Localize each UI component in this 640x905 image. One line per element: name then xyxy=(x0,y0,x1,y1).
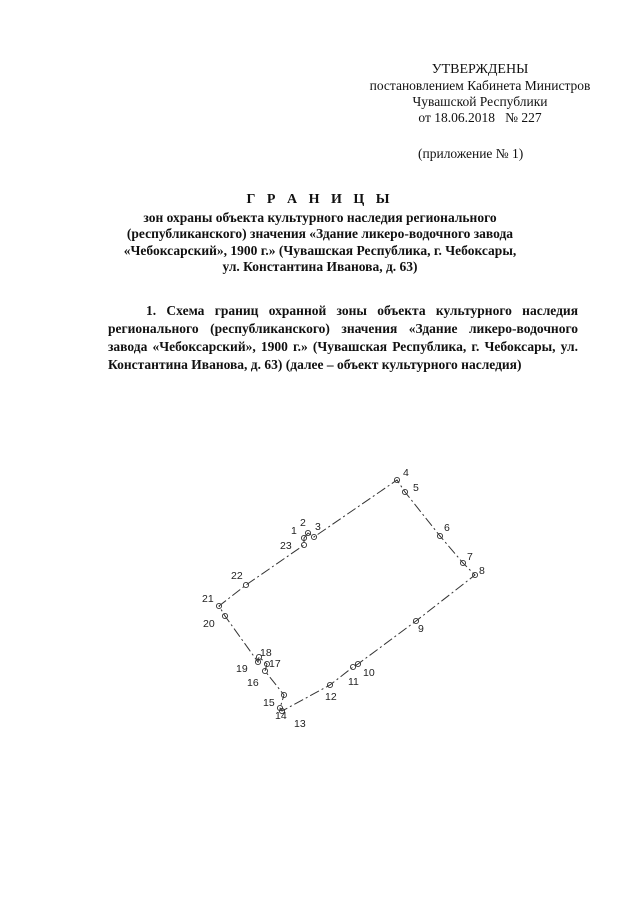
approval-issuer: постановлением Кабинета Министров xyxy=(369,78,591,93)
title-line-4: ул. Константина Иванова, д. 63) xyxy=(222,259,418,274)
title-line-2: (республиканского) значения «Здание ликеро-водочного завода xyxy=(126,226,514,241)
boundary-point-label-14: 14 xyxy=(275,710,287,722)
boundary-point-label-1: 1 xyxy=(291,525,297,537)
boundary-point-label-18: 18 xyxy=(260,647,272,659)
appendix-note: (приложение № 1) xyxy=(418,146,524,161)
boundary-point-label-22: 22 xyxy=(231,570,243,582)
boundary-point-label-13: 13 xyxy=(294,718,306,730)
scheme-description: 1. Схема границ охранной зоны объекта культурного наследия регионального (республиканского) значения «Здание ликеро-водочного завода «Чебоксарский», 1900 г.» (Чувашская Республика, г. Чебоксары, ул. Константина Иванова, д. 63) (далее – объект культурного наследия) xyxy=(108,303,578,372)
title-line-1: зон охраны объекта культурного наследия регионального xyxy=(143,209,497,225)
boundary-point-label-16: 16 xyxy=(247,677,259,689)
boundary-point-label-15: 15 xyxy=(263,697,275,709)
boundary-point-label-20: 20 xyxy=(203,618,215,630)
boundary-point-11 xyxy=(350,664,355,669)
boundary-point-22 xyxy=(243,582,248,587)
boundary-point-label-21: 21 xyxy=(202,593,214,605)
boundary-point-23 xyxy=(301,542,306,547)
boundary-point-label-9: 9 xyxy=(418,623,424,635)
boundary-point-label-7: 7 xyxy=(467,551,473,563)
boundary-point-label-10: 10 xyxy=(363,667,375,679)
boundary-point-label-23: 23 xyxy=(280,540,292,552)
boundary-point-label-2: 2 xyxy=(300,517,306,529)
boundary-point-label-3: 3 xyxy=(315,521,321,533)
boundary-point-label-5: 5 xyxy=(413,482,419,494)
boundary-point-label-19: 19 xyxy=(236,663,248,675)
boundary-point-label-8: 8 xyxy=(479,565,485,577)
boundary-point-label-6: 6 xyxy=(444,522,450,534)
approval-heading: УТВЕРЖДЕНЫ xyxy=(431,62,529,77)
boundary-point-label-12: 12 xyxy=(325,691,337,703)
approval-republic: Чувашской Республики xyxy=(412,94,548,109)
boundary-point-label-4: 4 xyxy=(403,467,409,479)
boundary-point-label-17: 17 xyxy=(269,658,281,670)
title-line-3: «Чебоксарский», 1900 г.» (Чувашская Республика, г. Чебоксары, xyxy=(123,242,517,258)
title-heading: Г Р А Н И Ц Ы xyxy=(246,192,394,207)
approval-date-number: от 18.06.2018 № 227 xyxy=(418,110,542,125)
boundary-point-label-11: 11 xyxy=(348,676,359,688)
